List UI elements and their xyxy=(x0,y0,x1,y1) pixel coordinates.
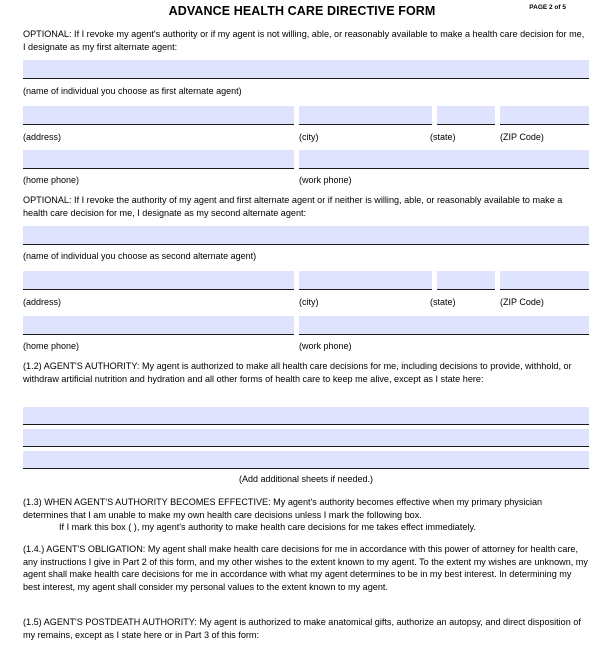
section-1-4-text: (1.4.) AGENT'S OBLIGATION: My agent shall make health care decisions for me in accordance with this power of attorney for health care, any instructions I give in Part 2 of this form, and my other wishes to the extent known to my agent. To the extent my wishes are unknown, my agent shall make health care decisions for me in accordance with what my agent determines to be in my best interest. In determining my best interest, my agent shall consider my personal values to the extent known to my agent. xyxy=(23,544,588,592)
second-alternate-name-label: (name of individual you choose as second alternate agent) xyxy=(23,251,257,261)
first-alternate-city-field[interactable] xyxy=(299,106,432,125)
first-alternate-work-phone-field[interactable] xyxy=(299,150,589,169)
second-alternate-city-label: (city) xyxy=(299,297,319,307)
first-alternate-home-phone-field[interactable] xyxy=(23,150,294,169)
authority-exception-field-1[interactable] xyxy=(23,407,589,425)
second-alternate-intro: OPTIONAL: If I revoke the authority of my agent and first alternate agent or if neither is willing, able, or reasonably available to make a health care decision for me, I designate as my second alternate agent: xyxy=(23,195,563,218)
section-1-3-text: (1.3) WHEN AGENT'S AUTHORITY BECOMES EFFECTIVE: My agent's authority becomes effective when my primary physician determines that I am unable to make my own health care decisions unless I mark the following box. xyxy=(23,497,543,520)
first-alternate-state-field[interactable] xyxy=(437,106,495,125)
first-alternate-state-label: (state) xyxy=(430,132,456,142)
immediate-effect-checkbox-text[interactable]: If I mark this box ( ), my agent's authority to make health care decisions for me takes effect immediately. xyxy=(59,522,476,532)
second-alternate-state-label: (state) xyxy=(430,297,456,307)
second-alternate-zip-field[interactable] xyxy=(500,271,589,290)
first-alternate-address-label: (address) xyxy=(23,132,62,142)
first-alternate-work-phone-label: (work phone) xyxy=(299,175,352,185)
page-number: PAGE 2 of 5 xyxy=(529,4,566,11)
first-alternate-name-label: (name of individual you choose as first alternate agent) xyxy=(23,86,242,96)
section-1-2-text: (1.2) AGENT'S AUTHORITY: My agent is authorized to make all health care decisions for me, including decisions to provide, withhold, or withdraw artificial nutrition and hydration and all other forms of health care to keep me alive, except as I state here: xyxy=(23,361,572,384)
second-alternate-zip-label: (ZIP Code) xyxy=(500,297,544,307)
second-alternate-name-field[interactable] xyxy=(23,226,589,245)
first-alternate-city-label: (city) xyxy=(299,132,319,142)
second-alternate-home-phone-field[interactable] xyxy=(23,316,294,335)
first-alternate-zip-label: (ZIP Code) xyxy=(500,132,544,142)
second-alternate-work-phone-label: (work phone) xyxy=(299,341,352,351)
first-alternate-intro: OPTIONAL: If I revoke my agent's authority or if my agent is not willing, able, or reasonably available to make a health care decision for me, I designate as my first alternate agent: xyxy=(23,29,585,52)
second-alternate-city-field[interactable] xyxy=(299,271,432,290)
section-1-5-text: (1.5) AGENT'S POSTDEATH AUTHORITY: My agent is authorized to make anatomical gifts, authorize an autopsy, and direct disposition of my remains, except as I state here or in Part 3 of this form: xyxy=(23,617,581,640)
second-alternate-address-field[interactable] xyxy=(23,271,294,290)
first-alternate-zip-field[interactable] xyxy=(500,106,589,125)
authority-exception-field-2[interactable] xyxy=(23,429,589,447)
second-alternate-work-phone-field[interactable] xyxy=(299,316,589,335)
additional-sheets-note: (Add additional sheets if needed.) xyxy=(238,474,374,484)
form-title: ADVANCE HEALTH CARE DIRECTIVE FORM xyxy=(168,4,436,18)
second-alternate-home-phone-label: (home phone) xyxy=(23,341,80,351)
authority-exception-field-3[interactable] xyxy=(23,451,589,469)
first-alternate-address-field[interactable] xyxy=(23,106,294,125)
first-alternate-home-phone-label: (home phone) xyxy=(23,175,80,185)
first-alternate-name-field[interactable] xyxy=(23,60,589,79)
second-alternate-state-field[interactable] xyxy=(437,271,495,290)
second-alternate-address-label: (address) xyxy=(23,297,62,307)
